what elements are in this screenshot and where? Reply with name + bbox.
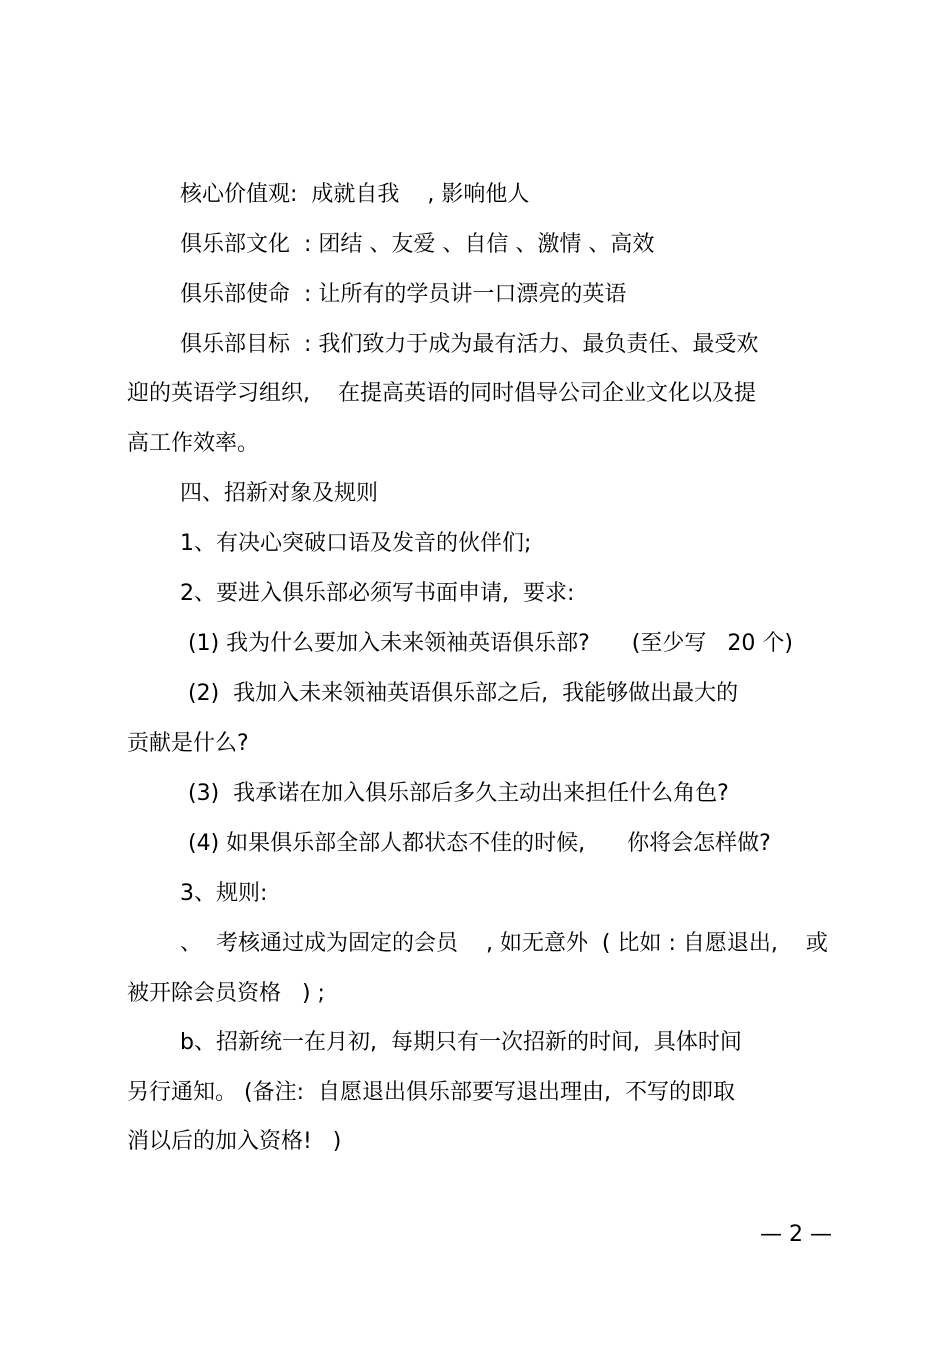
club-goal-line-cont-2: 高工作效率。 — [127, 431, 260, 456]
rule-b-cont-2: 消以后的加入资格! ) — [127, 1129, 342, 1154]
club-goal-line-cont-1: 迎的英语学习组织, 在提高英语的同时倡导公司企业文化以及提 — [127, 381, 756, 406]
core-values-line: 核心价值观: 成就自我 , 影响他人 — [180, 182, 530, 207]
club-culture-line: 俱乐部文化 : 团结 、友爱 、自信 、激情 、高效 — [180, 232, 655, 257]
sub-item-4: (4) 如果俱乐部全部人都状态不佳的时候, 你将会怎样做? — [188, 831, 771, 856]
section-heading: 四、招新对象及规则 — [180, 481, 379, 506]
list-item-2: 2、要进入俱乐部必须写书面申请, 要求: — [180, 581, 575, 606]
rule-b-cont-1: 另行通知。 (备注: 自愿退出俱乐部要写退出理由, 不写的即取 — [127, 1080, 735, 1105]
sub-item-2-cont: 贡献是什么? — [127, 731, 249, 756]
sub-item-1: (1) 我为什么要加入未来领袖英语俱乐部? (至少写 20 个) — [188, 631, 793, 656]
sub-item-3: (3) 我承诺在加入俱乐部后多久主动出来担任什么角色? — [188, 781, 729, 806]
club-mission-line: 俱乐部使命 : 让所有的学员讲一口漂亮的英语 — [180, 282, 627, 307]
rule-a: 、 考核通过成为固定的会员 , 如无意外 ( 比如 : 自愿退出, 或 — [180, 931, 828, 956]
rule-b: b、招新统一在月初, 每期只有一次招新的时间, 具体时间 — [180, 1030, 742, 1055]
sub-item-2: (2) 我加入未来领袖英语俱乐部之后, 我能够做出最大的 — [188, 681, 739, 706]
list-item-3: 3、规则: — [180, 881, 268, 906]
page-number: — 2 — — [760, 1222, 832, 1247]
list-item-1: 1、有决心突破口语及发音的伙伴们; — [180, 531, 532, 556]
rule-a-cont: 被开除会员资格 ) ; — [127, 981, 325, 1006]
club-goal-line: 俱乐部目标 : 我们致力于成为最有活力、最负责任、最受欢 — [180, 332, 759, 357]
